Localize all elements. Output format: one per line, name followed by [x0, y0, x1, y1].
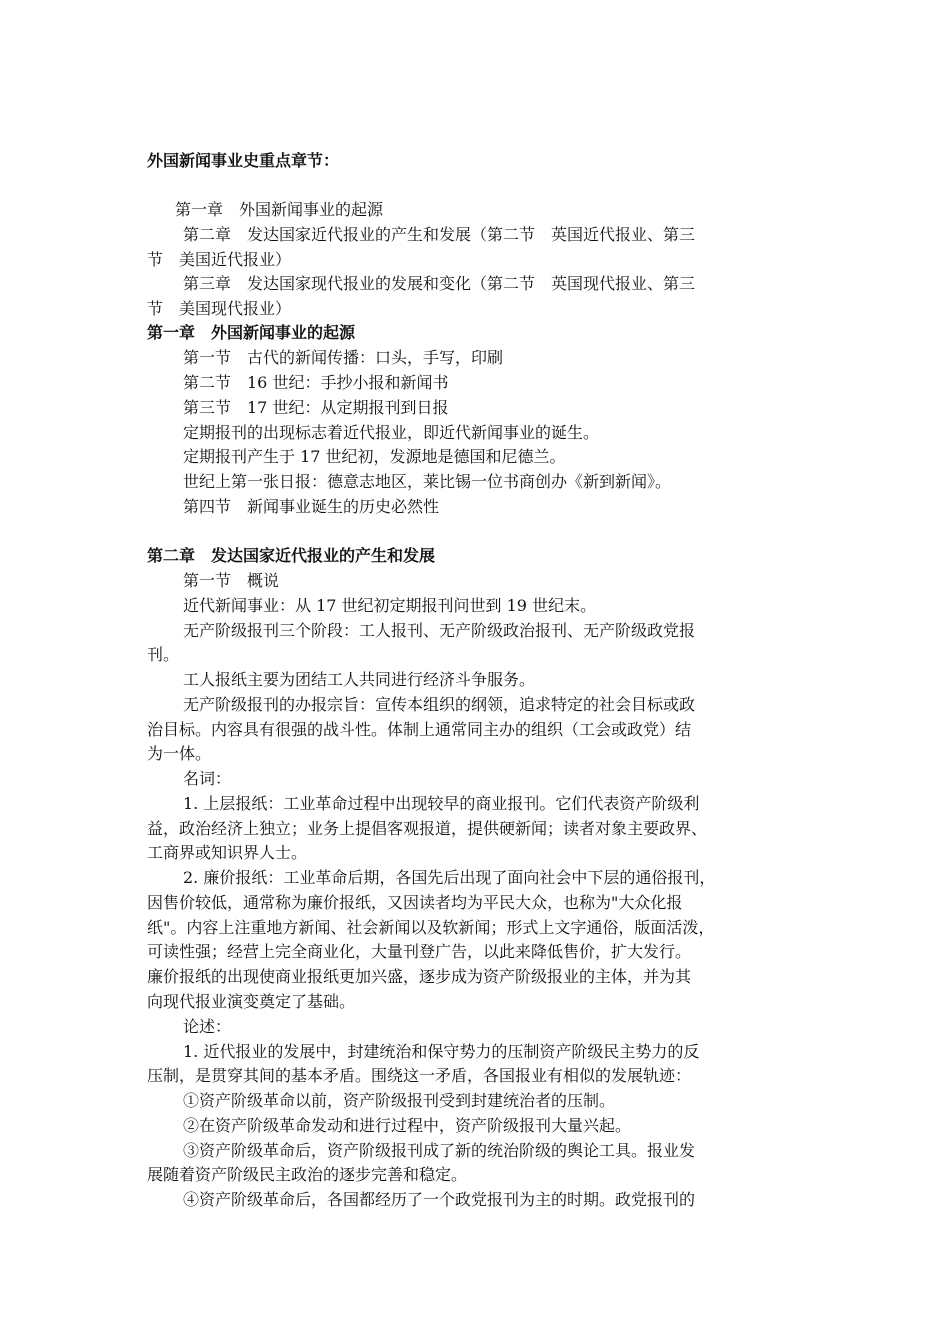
paragraph-line: 1. 上层报纸：工业革命过程中出现较早的商业报刊。它们代表资产阶级利 [183, 794, 700, 813]
paragraph-line: 第一节 古代的新闻传播：口头，手写，印刷 [183, 348, 504, 367]
paragraph-line: 近代新闻事业：从 17 世纪初定期报刊问世到 19 世纪末。 [183, 596, 597, 615]
paragraph-line: 第二节 16 世纪：手抄小报和新闻书 [183, 373, 449, 392]
toc-line: 第三章 发达国家现代报业的发展和变化（第二节 英国现代报业、第三 [183, 274, 696, 293]
paragraph-line: 工人报纸主要为团结工人共同进行经济斗争服务。 [183, 670, 536, 689]
paragraph-line: 为一体。 [147, 744, 212, 763]
paragraph-line: ③资产阶级革命后，资产阶级报刊成了新的统治阶级的舆论工具。报业发 [183, 1141, 696, 1160]
paragraph-line: 向现代报业演变奠定了基础。 [147, 992, 356, 1011]
chapter-2-heading: 第二章 发达国家近代报业的产生和发展 [147, 546, 436, 565]
chapter-1-heading: 第一章 外国新闻事业的起源 [147, 323, 356, 342]
paragraph-line: 1. 近代报业的发展中，封建统治和保守势力的压制资产阶级民主势力的反 [183, 1042, 700, 1061]
paragraph-line: 定期报刊产生于 17 世纪初，发源地是德国和尼德兰。 [183, 447, 566, 466]
toc-line: 第二章 发达国家近代报业的产生和发展（第二节 英国近代报业、第三 [183, 225, 696, 244]
paragraph-line: 工商界或知识界人士。 [147, 843, 308, 862]
paragraph-line: 2. 廉价报纸：工业革命后期，各国先后出现了面向社会中下层的通俗报刊， [183, 868, 716, 887]
toc-line: 节 美国现代报业） [147, 299, 292, 318]
paragraph-line: ④资产阶级革命后，各国都经历了一个政党报刊为主的时期。政党报刊的 [183, 1190, 696, 1209]
paragraph-line: 名词： [183, 769, 232, 788]
paragraph-line: 治目标。内容具有很强的战斗性。体制上通常同主办的组织（工会或政党）结 [147, 720, 692, 739]
paragraph-line: 第三节 17 世纪：从定期报刊到日报 [183, 398, 449, 417]
paragraph-line: 廉价报纸的出现使商业报纸更加兴盛，逐步成为资产阶级报业的主体，并为其 [147, 967, 692, 986]
paragraph-line: 刊。 [147, 645, 180, 664]
paragraph-line: 可读性强；经营上完全商业化，大量刊登广告，以此来降低售价，扩大发行。 [147, 942, 692, 961]
paragraph-line: 压制，是贯穿其间的基本矛盾。围绕这一矛盾，各国报业有相似的发展轨迹： [147, 1066, 692, 1085]
paragraph-line: 第四节 新闻事业诞生的历史必然性 [183, 497, 440, 516]
paragraph-line: 益，政治经济上独立；业务上提倡客观报道，提供硬新闻；读者对象主要政界、 [147, 819, 708, 838]
paragraph-line: 定期报刊的出现标志着近代报业，即近代新闻事业的诞生。 [183, 423, 600, 442]
toc-line: 第一章 外国新闻事业的起源 [175, 200, 384, 219]
paragraph-line: ①资产阶级革命以前，资产阶级报刊受到封建统治者的压制。 [183, 1091, 616, 1110]
paragraph-line: 因售价较低，通常称为廉价报纸，又因读者均为平民大众，也称为"大众化报 [147, 893, 683, 912]
paragraph-line: 世纪上第一张日报：德意志地区，莱比锡一位书商创办《新到新闻》。 [183, 472, 672, 491]
paragraph-line: 纸"。内容上注重地方新闻、社会新闻以及软新闻；形式上文字通俗，版面活泼， [147, 918, 715, 937]
paragraph-line: 无产阶级报刊的办报宗旨：宣传本组织的纲领，追求特定的社会目标或政 [183, 695, 696, 714]
paragraph-line: 展随着资产阶级民主政治的逐步完善和稳定。 [147, 1165, 468, 1184]
paragraph-line: 无产阶级报刊三个阶段：工人报刊、无产阶级政治报刊、无产阶级政党报 [183, 621, 696, 640]
paragraph-line: 论述： [183, 1017, 232, 1036]
paragraph-line: ②在资产阶级革命发动和进行过程中，资产阶级报刊大量兴起。 [183, 1116, 632, 1135]
toc-line: 节 美国近代报业） [147, 250, 292, 269]
doc-title: 外国新闻事业史重点章节： [147, 151, 340, 170]
paragraph-line: 第一节 概说 [183, 571, 280, 590]
